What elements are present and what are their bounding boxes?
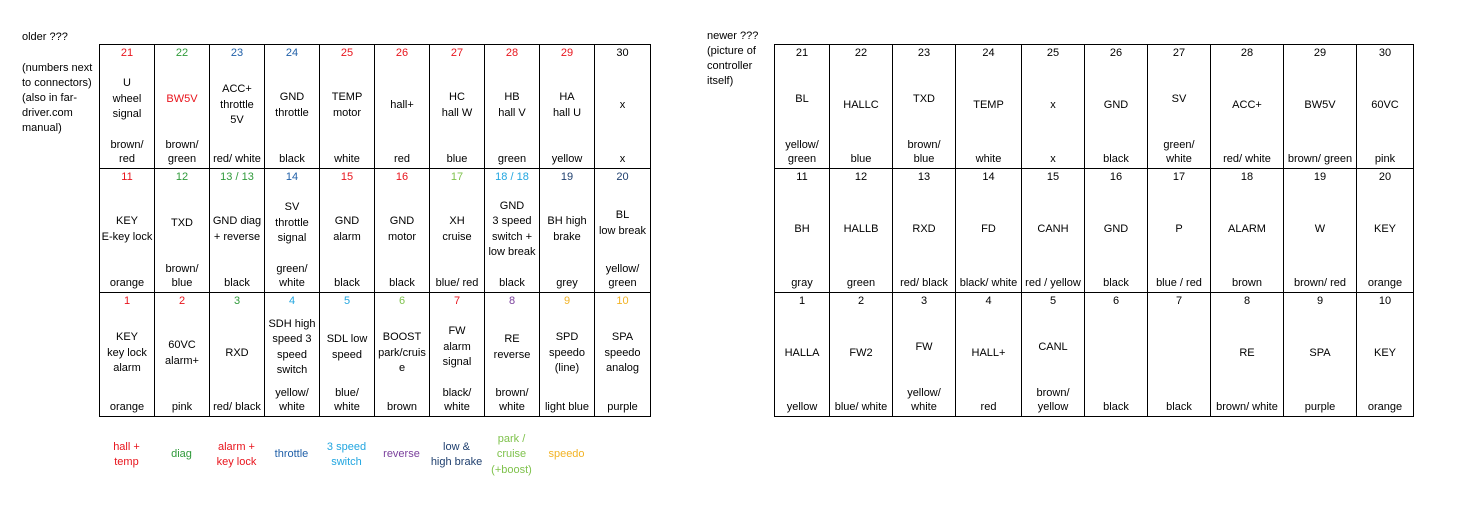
wire-color: green (497, 153, 527, 165)
legend-item: 3 speed switch (326, 440, 367, 468)
pin-function: x (619, 98, 626, 111)
older-title: older ??? (22, 31, 68, 43)
pin-function: 60VC alarm+ (165, 339, 199, 367)
pin-function: BH (794, 222, 810, 235)
pin-cell (210, 293, 265, 417)
pin-function: GND motor (387, 215, 417, 243)
pin-number: 3 (920, 295, 928, 307)
pin-number: 7 (453, 295, 461, 307)
pin-function (1149, 309, 1209, 398)
pin-number: 2 (857, 295, 865, 307)
pin-number: 10 (616, 295, 629, 307)
pin-cell (775, 45, 830, 169)
pin-cell (956, 293, 1022, 417)
pin-cell (485, 45, 540, 169)
pin-function: RE reverse (493, 333, 531, 361)
pin-function: x (1050, 98, 1056, 111)
pin-cell (320, 45, 375, 169)
wire-color: red/ white (213, 153, 261, 165)
pin-number: 25 (340, 47, 354, 59)
wire-color: green/ white (276, 263, 308, 289)
pin-cell (1085, 45, 1148, 169)
pin-cell (595, 45, 651, 169)
pin-number: 19 (560, 171, 574, 183)
pin-function: BW5V (1304, 98, 1336, 111)
wire-color: gray (791, 277, 813, 289)
pin-function: W (1314, 222, 1326, 235)
wire-color: black/ white (442, 387, 472, 413)
pin-number: 30 (1378, 47, 1392, 59)
pin-function: BW5V (166, 92, 198, 105)
wire-color: white (975, 153, 1002, 165)
pin-number: 28 (505, 47, 519, 59)
pin-cell (100, 45, 155, 169)
wire-color: blue/ white (334, 387, 360, 413)
pin-cell (1022, 293, 1085, 417)
wire-color: orange (1367, 277, 1403, 289)
wire-color: yellow/ white (907, 387, 941, 413)
pin-cell (595, 293, 651, 417)
pin-cell (210, 169, 265, 293)
pin-function: BOOST park/cruis e (378, 331, 426, 375)
pin-function: SPD speedo (line) (548, 331, 586, 375)
pin-function: RXD (912, 222, 936, 235)
wire-color: black (334, 277, 360, 289)
wire-color: yellow (551, 153, 583, 165)
wire-color: yellow/ green (785, 139, 819, 165)
pin-cell (893, 169, 956, 293)
wire-color: brown/ green (165, 139, 199, 165)
pin-cell (1022, 169, 1085, 293)
pin-cell (1211, 169, 1284, 293)
pin-number: 29 (1313, 47, 1327, 59)
pin-cell (893, 293, 956, 417)
wire-color: yellow (786, 401, 818, 413)
pin-number: 15 (340, 171, 354, 183)
pin-number: 27 (1172, 47, 1186, 59)
pin-number: 22 (175, 47, 189, 59)
pin-number: 5 (1049, 295, 1057, 307)
pin-function: HB hall V (498, 91, 526, 119)
pin-function: HALLC (843, 98, 879, 111)
pin-cell (265, 293, 320, 417)
pin-number: 15 (1046, 171, 1060, 183)
pin-number: 9 (563, 295, 571, 307)
pin-function: GND (1103, 222, 1129, 235)
wire-color: purple (1304, 401, 1336, 413)
color-legend (99, 432, 594, 478)
wire-color: yellow/ white (275, 387, 309, 413)
pin-number: 23 (917, 47, 931, 59)
wire-color: green/ white (1163, 139, 1195, 165)
wire-color: red (980, 401, 997, 413)
wire-color: white (334, 153, 360, 165)
pin-cell (1284, 169, 1357, 293)
pin-cell (155, 169, 210, 293)
pin-number: 2 (178, 295, 186, 307)
pin-function: GND alarm (333, 215, 361, 243)
pin-number: 12 (854, 171, 868, 183)
wire-color: red / yellow (1025, 277, 1081, 289)
legend-item: diag (171, 448, 192, 461)
wire-color: black (1103, 401, 1129, 413)
wire-color: blue (850, 153, 872, 165)
pin-cell (210, 45, 265, 169)
pin-cell (1085, 293, 1148, 417)
pin-cell (320, 293, 375, 417)
pin-function: TEMP (973, 98, 1004, 111)
pin-cell (830, 45, 893, 169)
pin-cell (430, 45, 485, 169)
pin-function: HA hall U (552, 91, 582, 119)
pin-cell (100, 169, 155, 293)
pin-cell (775, 293, 830, 417)
wire-color: red/ black (213, 401, 261, 413)
pin-cell (1357, 169, 1414, 293)
wire-color: black (1166, 401, 1192, 413)
legend-item: park / cruise (+boost) (491, 432, 532, 476)
pin-number: 18 (1240, 171, 1254, 183)
pin-cell (956, 169, 1022, 293)
pin-cell (155, 293, 210, 417)
pin-cell (100, 293, 155, 417)
pin-function: ACC+ throttle 5V (220, 83, 254, 127)
pin-number: 18 / 18 (495, 171, 529, 183)
wire-color: brown/ blue (165, 263, 199, 289)
pin-cell (1357, 45, 1414, 169)
wire-color: orange (1367, 401, 1403, 413)
wire-color: black (499, 277, 525, 289)
older-pinout-table (99, 44, 651, 417)
legend-item: low & high brake (430, 440, 483, 468)
pin-number: 14 (285, 171, 299, 183)
wire-color: green (846, 277, 876, 289)
pin-number: 24 (285, 47, 299, 59)
pin-function: BH high brake (547, 215, 587, 243)
wire-color: brown (387, 401, 417, 413)
pin-function: SV throttle signal (275, 201, 309, 245)
pin-cell (1148, 293, 1211, 417)
wire-color: black (1103, 277, 1129, 289)
legend-item: alarm + key lock (216, 440, 257, 468)
wire-color: blue (446, 153, 468, 165)
wire-color: black (389, 277, 415, 289)
table-row (775, 45, 1414, 169)
pin-function: FW2 (849, 346, 873, 359)
wire-color: x (1050, 153, 1056, 165)
pin-cell (1148, 45, 1211, 169)
pin-function: GND throttle (275, 91, 309, 119)
wire-color: black (224, 277, 250, 289)
wire-color: brown/ white (495, 387, 529, 413)
legend-item: hall + temp (113, 440, 140, 468)
pin-number: 29 (560, 47, 574, 59)
pin-cell (1284, 293, 1357, 417)
pin-cell (540, 293, 595, 417)
pin-cell (265, 169, 320, 293)
pin-function: ALARM (1228, 222, 1266, 235)
table-row (775, 169, 1414, 293)
pin-cell (1357, 293, 1414, 417)
pin-number: 23 (230, 47, 244, 59)
wire-color: brown/ yellow (1036, 387, 1070, 413)
pin-function: ACC+ (1232, 98, 1262, 111)
pin-function: SPA (1309, 346, 1331, 359)
pin-number: 30 (616, 47, 629, 59)
pin-function: KEY key lock alarm (107, 331, 147, 375)
pin-cell (485, 293, 540, 417)
pin-cell (775, 169, 830, 293)
wire-color: pink (171, 401, 193, 413)
wire-color: black/ white (959, 277, 1018, 289)
wire-color: red/ white (1223, 153, 1271, 165)
legend-item: speedo (548, 448, 585, 461)
pin-function: BL (795, 92, 809, 105)
pin-number: 16 (395, 171, 409, 183)
pin-function: GND (1103, 98, 1129, 111)
wire-color: orange (109, 401, 145, 413)
pin-number: 16 (1109, 171, 1123, 183)
legend-item: throttle (274, 448, 309, 461)
pin-number: 17 (450, 171, 464, 183)
pin-cell (540, 45, 595, 169)
pin-function: KEY E-key lock (101, 215, 153, 243)
wire-color: grey (556, 277, 578, 289)
wire-color: black (1103, 153, 1129, 165)
pin-number: 13 (917, 171, 931, 183)
pin-cell (1148, 169, 1211, 293)
pin-function: TXD (913, 92, 935, 105)
wire-color: red/ black (900, 277, 948, 289)
pin-cell (375, 169, 430, 293)
pin-function: RXD (225, 346, 249, 359)
pin-cell (375, 45, 430, 169)
pin-number: 4 (985, 295, 992, 307)
pin-number: 24 (982, 47, 995, 59)
pin-function: XH cruise (442, 215, 472, 243)
pin-cell (1284, 45, 1357, 169)
pin-function (1086, 309, 1146, 398)
pin-function: GND diag + reverse (212, 215, 262, 243)
wire-color: x (619, 153, 626, 165)
wire-color: brown/ red (1294, 277, 1346, 289)
pin-cell (320, 169, 375, 293)
wire-color: blue/ white (834, 401, 888, 413)
newer-note: newer ??? (picture of controller itself) (707, 30, 759, 87)
table-row (100, 169, 651, 293)
pin-number: 20 (1378, 171, 1392, 183)
pin-function: SDH high speed 3 speed switch (268, 317, 316, 376)
pin-number: 7 (1175, 295, 1183, 307)
pin-number: 25 (1046, 47, 1060, 59)
pin-number: 9 (1316, 295, 1324, 307)
pin-function: RE (1239, 346, 1255, 359)
pin-function: HC hall W (441, 91, 473, 119)
wire-color: brown/ green (1287, 153, 1353, 165)
pin-function: CANL (1038, 340, 1068, 353)
pin-cell (1211, 293, 1284, 417)
pin-number: 4 (288, 295, 296, 307)
table-row (100, 45, 651, 169)
wire-color: blue / red (1156, 277, 1202, 289)
pin-cell (1211, 45, 1284, 169)
pin-cell (540, 169, 595, 293)
pin-cell (1085, 169, 1148, 293)
table-row (775, 293, 1414, 417)
pin-function: hall+ (390, 98, 414, 111)
pin-cell (956, 45, 1022, 169)
pin-number: 3 (233, 295, 241, 307)
pin-function: KEY (1373, 346, 1396, 359)
pin-cell (1022, 45, 1085, 169)
pin-cell (430, 169, 485, 293)
pin-function: FD (981, 222, 996, 235)
pin-function: SV (1171, 92, 1187, 105)
pin-number: 27 (450, 47, 464, 59)
pin-cell (830, 169, 893, 293)
pin-function: FW alarm signal (442, 325, 472, 369)
pin-function: TEMP motor (331, 91, 363, 119)
pin-cell (375, 293, 430, 417)
pin-number: 13 / 13 (220, 171, 254, 183)
wire-color: brown/ red (110, 139, 144, 165)
wire-color: brown (1232, 277, 1262, 289)
wire-color: purple (607, 401, 638, 413)
pin-number: 26 (395, 47, 409, 59)
pin-function: SPA speedo analog (604, 331, 641, 375)
wire-color: brown/ blue (907, 139, 941, 165)
pin-function: KEY (1373, 222, 1396, 235)
pin-function: SDL low speed (326, 333, 368, 361)
pin-number: 11 (121, 171, 133, 183)
newer-pinout-table (774, 44, 1414, 417)
pin-number: 14 (982, 171, 995, 183)
pin-number: 8 (1243, 295, 1251, 307)
pin-number: 21 (795, 47, 809, 59)
pin-number: 21 (120, 47, 134, 59)
wire-color: black (279, 153, 305, 165)
pin-number: 22 (854, 47, 868, 59)
wire-color: orange (109, 277, 145, 289)
pin-function: TXD (171, 216, 193, 229)
pin-cell (485, 169, 540, 293)
pin-number: 19 (1313, 171, 1327, 183)
pin-number: 1 (123, 295, 131, 307)
pin-cell (430, 293, 485, 417)
older-note: (numbers next to connectors) (also in far- driver.com manual) (22, 62, 93, 134)
wire-color: pink (1374, 153, 1396, 165)
pin-number: 12 (175, 171, 189, 183)
pin-number: 10 (1378, 295, 1392, 307)
pin-number: 28 (1240, 47, 1254, 59)
pin-function: U wheel signal (112, 77, 142, 121)
pin-cell (830, 293, 893, 417)
pin-cell (155, 45, 210, 169)
pin-number: 6 (1112, 295, 1120, 307)
wire-color: light blue (544, 401, 590, 413)
pin-function: HALLB (843, 222, 879, 235)
pin-number: 17 (1172, 171, 1186, 183)
pin-function: HALLA (784, 346, 820, 359)
pin-number: 11 (796, 171, 808, 183)
wire-color: brown/ white (1216, 401, 1278, 413)
pin-number: 20 (616, 171, 629, 183)
pin-function: 60VC (1371, 98, 1399, 111)
pin-number: 1 (798, 295, 806, 307)
wire-color: red (394, 153, 410, 165)
pin-function: FW (915, 340, 933, 353)
pin-function: GND 3 speed switch + low break (488, 199, 536, 258)
legend-item: reverse (383, 448, 420, 461)
pin-function: BL low break (598, 209, 647, 237)
pin-number: 6 (398, 295, 406, 307)
table-row (100, 293, 651, 417)
pin-number: 26 (1109, 47, 1123, 59)
pin-cell (893, 45, 956, 169)
pin-function: P (1175, 222, 1183, 235)
pin-number: 5 (343, 295, 351, 307)
pin-function: HALL+ (971, 346, 1006, 359)
pin-function: CANH (1037, 222, 1069, 235)
pin-cell (265, 45, 320, 169)
pin-cell (595, 169, 651, 293)
pin-number: 8 (508, 295, 516, 307)
wire-color: yellow/ green (605, 263, 640, 289)
wire-color: blue/ red (435, 277, 479, 289)
